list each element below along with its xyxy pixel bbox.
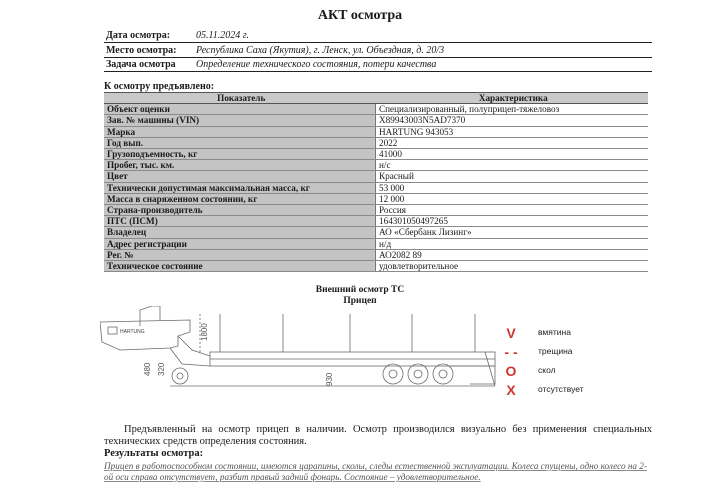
- row-label: Марка: [104, 126, 376, 137]
- table-row: [104, 137, 648, 148]
- row-label: Рег. №: [104, 249, 376, 260]
- row-label: Пробег, тыс. км.: [104, 160, 376, 171]
- dimension-930: 930: [325, 372, 334, 386]
- row-label: Объект оценки: [104, 104, 376, 115]
- section-title: К осмотру предъявлено:: [104, 81, 215, 92]
- row-value: 53 000: [376, 182, 649, 193]
- row-label: Цвет: [104, 171, 376, 182]
- inspection-place-label: Место осмотра:: [106, 45, 177, 56]
- inspection-place-row: [104, 45, 652, 58]
- row-value: 41000: [376, 149, 649, 160]
- row-value: X89943003N5AD7370: [376, 115, 649, 126]
- table-row: [104, 193, 648, 204]
- table-row: [104, 238, 648, 249]
- inspection-date-label: Дата осмотра:: [106, 30, 171, 41]
- row-value: HARTUNG 943053: [376, 126, 649, 137]
- missing-symbol: X: [506, 382, 516, 398]
- legend-item-dent: [500, 325, 620, 341]
- row-value: Россия: [376, 205, 649, 216]
- crack-label: трещина: [538, 346, 573, 356]
- row-value: 12 000: [376, 193, 649, 204]
- row-value: н/с: [376, 160, 649, 171]
- row-value: н/д: [376, 238, 649, 249]
- damage-legend: [500, 325, 620, 400]
- gooseneck-mast: [140, 306, 160, 326]
- table-row: [104, 104, 648, 115]
- table-row: [104, 205, 648, 216]
- row-label: Масса в снаряженном состоянии, кг: [104, 193, 376, 204]
- dimension-height: 1800: [200, 323, 209, 341]
- row-value: Специализированный, полуприцеп-тяжеловоз: [376, 104, 649, 115]
- rear-wheel-hub: [439, 370, 447, 378]
- table-row: [104, 261, 648, 272]
- row-label: Техническое состояние: [104, 261, 376, 272]
- table-row: [104, 216, 648, 227]
- gooseneck-outline: [100, 320, 190, 350]
- legend-item-missing: [500, 382, 620, 398]
- table-row: [104, 227, 648, 238]
- row-value: 164301050497265: [376, 216, 649, 227]
- external-inspection-subtitle: Прицеп: [343, 296, 377, 306]
- table-row: [104, 160, 648, 171]
- inspection-paragraph: Предъявленный на осмотр прицеп в наличии. Осмотр производился визуально без применения специальных технических средств определения состояния.: [104, 424, 652, 447]
- dimension-480: 480: [143, 362, 152, 376]
- inspection-place-value: Республика Саха (Якутия), г. Ленск, ул. Объездная, д. 20/3: [196, 45, 445, 56]
- row-value: АО «Сбербанк Лизинг»: [376, 227, 649, 238]
- external-inspection-title: Внешний осмотр ТС: [315, 285, 405, 295]
- brand-mark: HARTUNG: [120, 329, 145, 335]
- row-label: Адрес регистрации: [104, 238, 376, 249]
- header-characteristic: Характеристика: [376, 93, 649, 104]
- document-title: АКТ осмотра: [317, 8, 403, 23]
- front-support-hub: [177, 373, 183, 379]
- table-row: [104, 182, 648, 193]
- table-row: [104, 115, 648, 126]
- row-label: ПТС (ПСМ): [104, 216, 376, 227]
- row-label: Технически допустимая максимальная масса, кг: [104, 182, 376, 193]
- front-support-wheel: [172, 368, 188, 384]
- row-label: Зав. № машины (VIN): [104, 115, 376, 126]
- rear-ramp-diagonal: [485, 352, 495, 386]
- neck-lower: [170, 348, 210, 366]
- header-parameter: Показатель: [104, 93, 376, 104]
- table-row: [104, 171, 648, 182]
- table-row: [104, 126, 648, 137]
- results-text: Прицеп в работоспособном состоянии, имеются царапины, сколы, следы естественной эксплуатации. Колеса спущены, одно колесо на 2-ой оси справа отсутствует, разбит правый задний фонарь. Состояние – удовлетворительное.: [104, 461, 647, 482]
- row-label: Владелец: [104, 227, 376, 238]
- row-value: 2022: [376, 137, 649, 148]
- results-label: Результаты осмотра:: [104, 448, 204, 459]
- inspection-task-label: Задача осмотра: [106, 59, 176, 70]
- rear-wheel: [383, 364, 403, 384]
- table-header-row: [104, 93, 648, 104]
- row-value: Красный: [376, 171, 649, 182]
- dent-label: вмятина: [538, 327, 571, 337]
- specs-table: [104, 92, 648, 272]
- row-value: удовлетворительное: [376, 261, 649, 272]
- rear-ramp: [450, 366, 495, 384]
- rear-wheel: [433, 364, 453, 384]
- rear-wheel-hub: [389, 370, 397, 378]
- inspection-date-row: [104, 30, 652, 43]
- rear-wheel-hub: [414, 370, 422, 378]
- trailer-diagram: [100, 306, 500, 400]
- chip-label: скол: [538, 365, 556, 375]
- crack-symbol: - -: [504, 344, 518, 360]
- table-row: [104, 149, 648, 160]
- row-label: Год вып.: [104, 137, 376, 148]
- legend-item-crack: [500, 344, 620, 360]
- row-label: Грузоподъемность, кг: [104, 149, 376, 160]
- row-label: Страна-производитель: [104, 205, 376, 216]
- rear-wheel: [408, 364, 428, 384]
- table-row: [104, 249, 648, 260]
- dent-symbol: V: [506, 325, 516, 341]
- external-inspection-heading: [0, 285, 720, 307]
- legend-item-chip: [500, 363, 620, 379]
- inspection-date-value: 05.11.2024 г.: [196, 30, 250, 41]
- logo-mark-icon: [108, 327, 117, 334]
- chip-symbol: O: [505, 363, 517, 379]
- inspection-task-value: Определение технического состояния, потери качества: [196, 59, 437, 70]
- dimension-320: 320: [157, 362, 166, 376]
- inspection-task-row: [104, 59, 652, 72]
- missing-label: отсутствует: [538, 384, 584, 394]
- row-value: АО2082 89: [376, 249, 649, 260]
